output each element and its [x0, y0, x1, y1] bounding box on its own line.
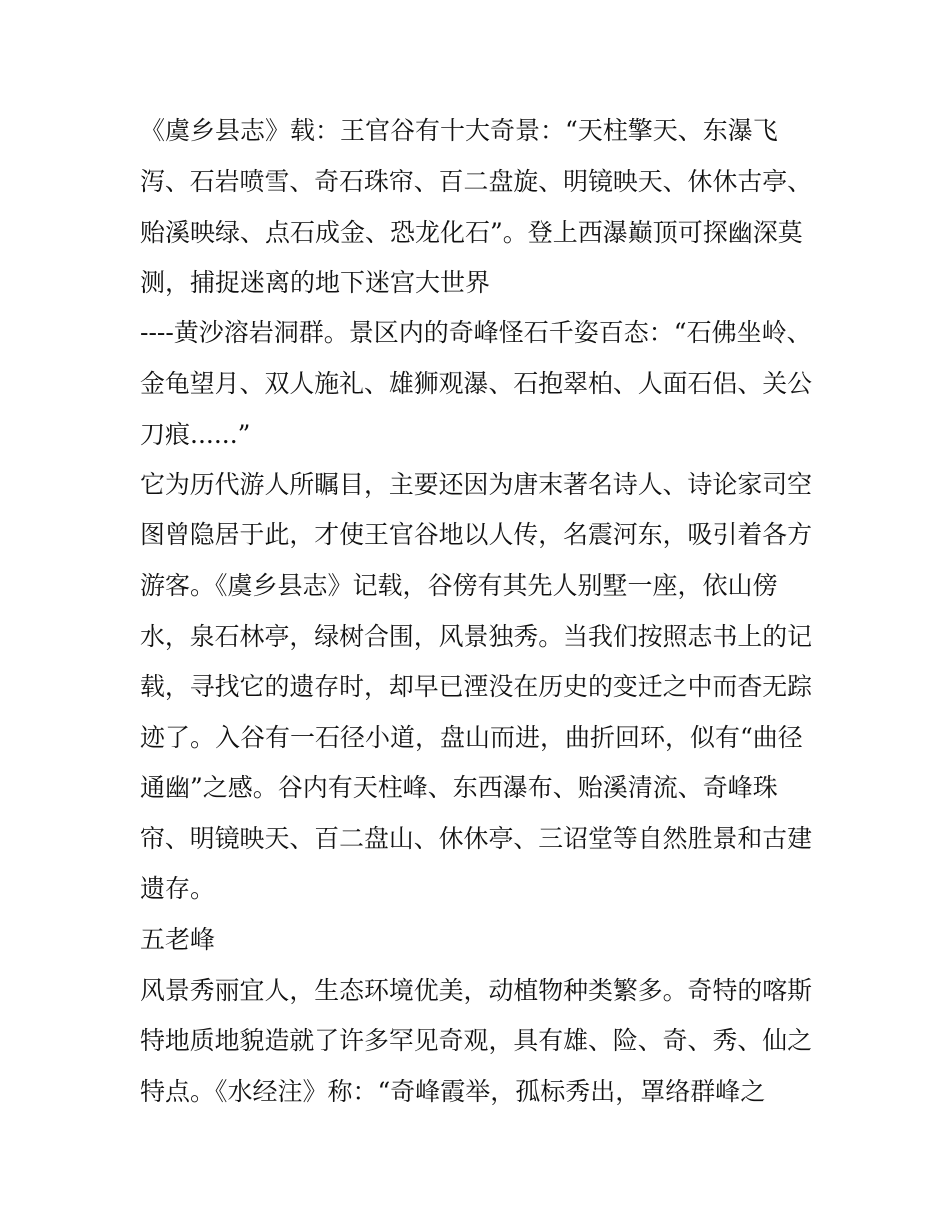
text-line: 泻、石岩喷雪、奇石珠帘、百二盘旋、明镜映天、休休古亭、 [140, 167, 813, 196]
text-line: 遗存。 [140, 874, 216, 903]
text-line: 水，泉石林亭，绿树合围，风景独秀。当我们按照志书上的记 [140, 622, 813, 651]
text-line: 特点。《水经注》称：“奇峰霞举，孤标秀出，罩络群峰之 [140, 1077, 766, 1106]
text-line: 图曾隐居于此，才使王官谷地以人传，名震河东，吸引着各方 [140, 520, 813, 549]
text-line: 测，捕捉迷离的地下迷宫大世界 [140, 268, 491, 297]
text-line: 通幽”之感。谷内有天柱峰、东西瀑布、贻溪清流、奇峰珠 [140, 773, 778, 802]
text-line: 载，寻找它的遗存时，却早已湮没在历史的变迁之中而杳无踪 [140, 672, 813, 701]
text-line: 风景秀丽宜人，生态环境优美，动植物种类繁多。奇特的喀斯 [140, 976, 813, 1005]
text-line: 《虞乡县志》载：王官谷有十大奇景：“天柱擎天、东瀑飞 [140, 116, 778, 145]
text-line: 帘、明镜映天、百二盘山、休休亭、三诏堂等自然胜景和古建 [140, 824, 813, 853]
text-line: 它为历代游人所瞩目，主要还因为唐末著名诗人、诗论家司空 [140, 470, 813, 499]
section-heading: 五老峰 [140, 925, 216, 954]
text-line: 游客。《虞乡县志》记载，谷傍有其先人别墅一座，依山傍 [140, 571, 778, 600]
text-line: 迹了。入谷有一石径小道，盘山而进，曲折回环，似有“曲径 [140, 723, 803, 752]
text-line: 特地质地貌造就了许多罕见奇观，具有雄、险、奇、秀、仙之 [140, 1026, 813, 1055]
text-line: 金龟望月、双人施礼、雄狮观瀑、石抱翠柏、人面石侣、关公 [140, 369, 813, 398]
text-line: 贻溪映绿、点石成金、恐龙化石”。登上西瀑巅顶可探幽深莫 [140, 218, 803, 247]
text-line: ----黄沙溶岩洞群。景区内的奇峰怪石千姿百态：“石佛坐岭、 [140, 318, 812, 347]
text-line: 刀痕......” [140, 420, 251, 449]
